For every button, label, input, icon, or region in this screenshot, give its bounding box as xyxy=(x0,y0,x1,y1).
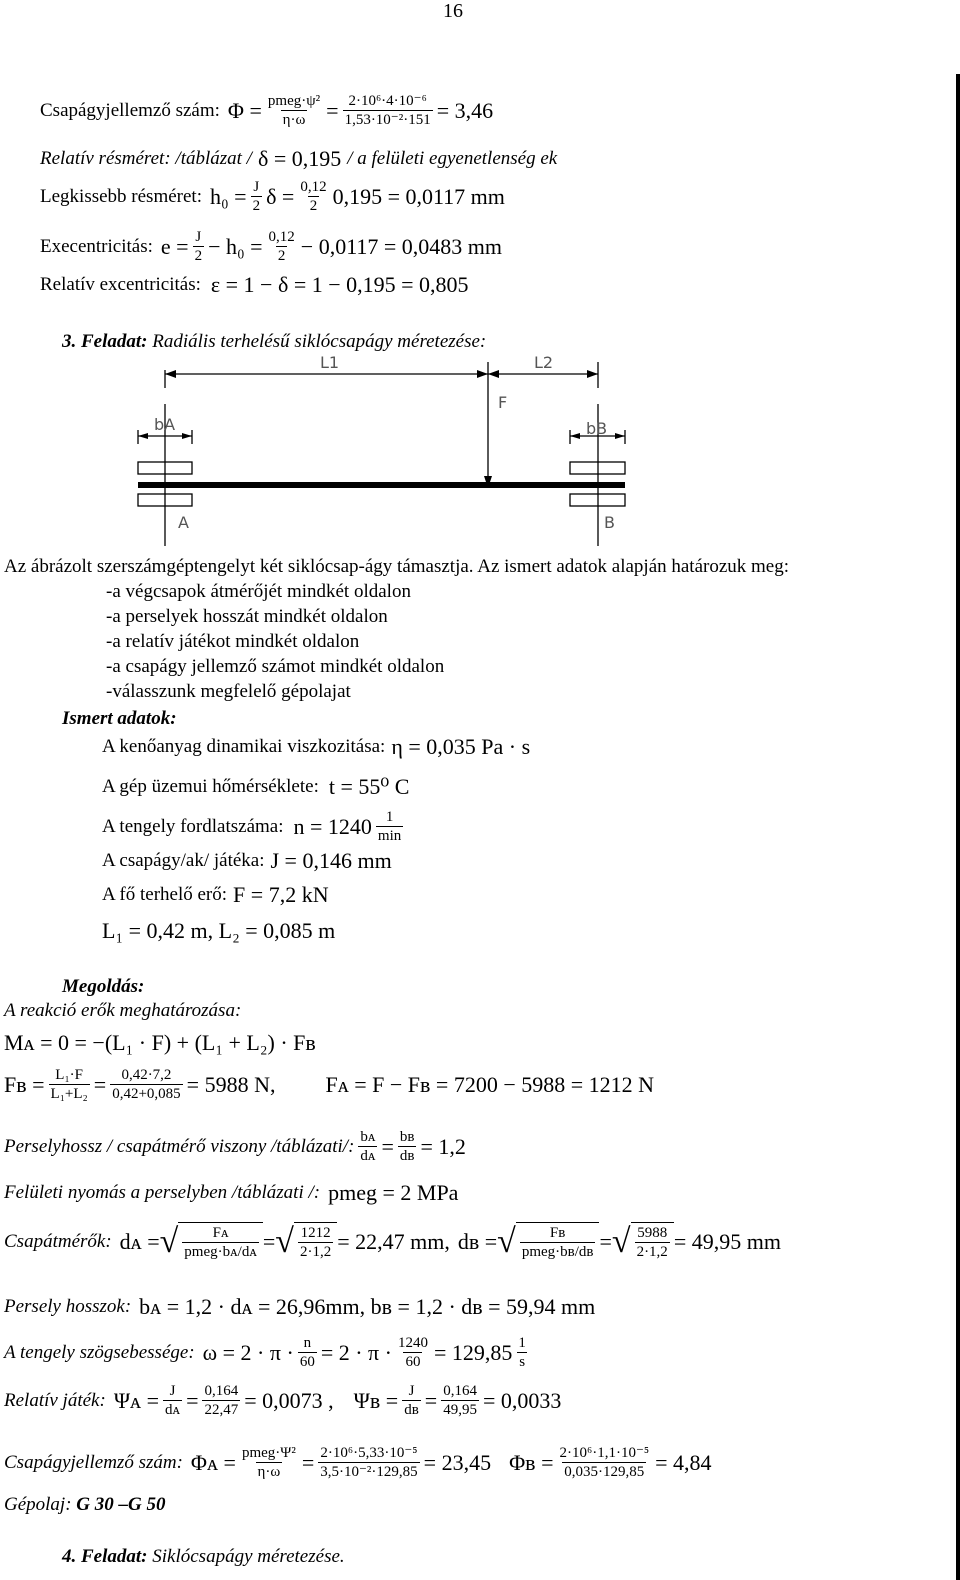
page-number: 16 xyxy=(443,0,463,22)
right-margin-rule xyxy=(956,74,960,1580)
numerator: 0,164 xyxy=(204,1383,239,1399)
square-root: √ $\frac{5988}{2\cdot 1,2}$ xyxy=(612,1222,674,1261)
numerator: Fᴀ xyxy=(212,1225,229,1241)
list-item: -válasszunk megfelelő gépolajat xyxy=(106,681,351,702)
denominator: 2 xyxy=(309,198,318,214)
eq-phi-label: Csapágyjellemző szám: xyxy=(40,99,220,121)
oil-label: Gépolaj: xyxy=(4,1494,72,1515)
eq-delta xyxy=(40,146,557,172)
equals: = xyxy=(326,97,339,123)
numerator: 0,42·7,2 xyxy=(121,1067,172,1083)
known-clearance xyxy=(102,848,392,874)
numerator: n xyxy=(303,1335,312,1351)
eq-epsilon-label: Relatív excentricitás: xyxy=(40,274,201,295)
denominator: 0,035·129,85 xyxy=(564,1464,645,1480)
eq-delta-label: Relatív résméret: /táblázat / xyxy=(40,148,252,169)
arrowhead xyxy=(182,433,192,439)
result: = 3,46 xyxy=(436,97,494,123)
fraction xyxy=(402,1382,421,1419)
phib-lhs: Φʙ = xyxy=(509,1449,554,1475)
numerator: 2·10⁶·5,33·10⁻⁵ xyxy=(320,1445,418,1461)
label-L2: L2 xyxy=(534,353,554,372)
bushing-label: Persely hosszok: xyxy=(4,1296,132,1317)
denominator: 1,53·10⁻²·151 xyxy=(344,112,431,128)
task4-title-text: Siklócsapágy méretezése. xyxy=(152,1546,345,1567)
list-item: -a csapágy jellemző számot mindkét oldalon xyxy=(106,656,445,677)
denominator: pmeg·bᴀ/dᴀ xyxy=(184,1244,257,1260)
denominator: dʙ xyxy=(399,1148,415,1164)
fraction xyxy=(110,1066,182,1103)
denominator: 3,5·10⁻²·129,85 xyxy=(320,1464,418,1480)
pressure-value: pmeg = 2 MPa xyxy=(328,1180,459,1205)
list-item: -a végcsapok átmérőjét mindkét oldalon xyxy=(106,581,411,602)
bearing-number xyxy=(4,1444,712,1481)
fraction xyxy=(251,178,263,215)
da-lhs: dᴀ = xyxy=(119,1228,160,1254)
denominator: s xyxy=(519,1354,526,1370)
numerator: J xyxy=(408,1383,415,1399)
numerator: 0,164 xyxy=(443,1383,477,1399)
task4-number: 4. Feladat: xyxy=(62,1546,148,1567)
diameter-label: Csapátmérők: xyxy=(4,1230,112,1252)
fraction xyxy=(266,92,322,129)
numerator: J xyxy=(253,179,260,195)
equals: = xyxy=(262,1228,276,1254)
psi-label: Relatív játék: xyxy=(4,1389,106,1411)
denominator: η·ω xyxy=(257,1464,281,1480)
length-ratio xyxy=(4,1128,466,1165)
fraction xyxy=(267,228,297,265)
numerator: 5988 xyxy=(637,1225,668,1241)
fb-result: = 5988 N, xyxy=(186,1071,276,1097)
denominator: min xyxy=(377,828,402,844)
eq-h0 xyxy=(40,178,505,215)
fraction xyxy=(240,1444,298,1481)
result: 0,195 = 0,0117 mm xyxy=(332,183,505,209)
fraction xyxy=(635,1224,670,1261)
reaction-forces xyxy=(4,1066,654,1103)
omega-mid: = 2 · π · xyxy=(320,1339,392,1365)
known-value: t = 55⁰ C xyxy=(328,774,410,799)
denominator: pmeg·bʙ/dʙ xyxy=(521,1244,594,1260)
eq-delta-value: δ = 0,195 xyxy=(257,146,342,171)
solution-heading: Megoldás: xyxy=(62,976,145,997)
oil-value: G 30 –G 50 xyxy=(76,1494,166,1515)
arrowhead xyxy=(488,370,499,378)
oil-choice xyxy=(4,1494,166,1516)
known-speed xyxy=(102,808,407,845)
known-label: A fő terhelő erő: xyxy=(102,884,228,905)
denominator: 2 xyxy=(252,198,261,214)
arrowhead xyxy=(165,370,176,378)
square-root: √ $\frac{\text{Fʙ}}{\text{pmeg·bʙ/dʙ}}$ xyxy=(497,1222,599,1261)
db-result: = 49,95 mm xyxy=(673,1228,781,1254)
fraction xyxy=(318,1444,419,1481)
denominator: dᴀ xyxy=(165,1402,181,1418)
reaction-heading: A reakció erők meghatározása: xyxy=(4,1000,242,1021)
denominator: η·ω xyxy=(282,112,306,128)
relative-clearance xyxy=(4,1382,561,1419)
known-label: A tengely fordlatszáma: xyxy=(102,815,284,837)
task4-title xyxy=(62,1546,345,1568)
fraction xyxy=(298,1334,317,1371)
list-item: -a relatív játékot mindkét oldalon xyxy=(106,631,360,652)
numerator: pmeg·ψ² xyxy=(267,93,321,109)
label-bB: bB xyxy=(586,419,608,438)
numerator: L₁·F xyxy=(55,1067,84,1083)
numerator: 1240 xyxy=(397,1335,428,1351)
phib-result: = 4,84 xyxy=(655,1449,712,1475)
square-root: √ $\frac{1212}{2\cdot 1,2}$ xyxy=(275,1222,337,1261)
equals: = xyxy=(301,1449,315,1475)
ratio-value: = 1,2 xyxy=(420,1133,466,1159)
phia-result: = 23,45 xyxy=(423,1449,492,1475)
fraction xyxy=(298,178,328,215)
numerator: 0,12 xyxy=(268,229,295,245)
fraction xyxy=(193,228,205,265)
eq-h0-label: Legkissebb résméret: xyxy=(40,185,202,207)
surface-pressure xyxy=(4,1180,458,1206)
eq-e-lhs: e = xyxy=(160,233,189,259)
fraction xyxy=(182,1224,259,1261)
equals: = xyxy=(381,1133,394,1159)
psib-result: = 0,0033 xyxy=(482,1387,562,1413)
denominator: 49,95 xyxy=(443,1402,477,1418)
fa-equation: Fᴀ = F − Fʙ = 7200 − 5988 = 1212 N xyxy=(325,1071,655,1097)
denominator: 0,42+0,085 xyxy=(112,1086,181,1102)
known-value: n = 1240 xyxy=(293,813,372,839)
fraction xyxy=(343,92,433,129)
phi-label: Csapágyjellemző szám: xyxy=(4,1451,183,1473)
denominator: 2·1,2 xyxy=(299,1244,332,1260)
da-result: = 22,47 mm, xyxy=(337,1228,450,1254)
denominator: dᴀ xyxy=(360,1148,376,1164)
fraction xyxy=(376,808,403,845)
task3-number: 3. Feladat: xyxy=(62,331,148,352)
numerator: 2·10⁶·1,1·10⁻⁵ xyxy=(559,1445,650,1461)
fraction xyxy=(49,1066,90,1103)
equals: = xyxy=(186,1387,199,1413)
known-label: A csapágy/ak/ játéka: xyxy=(102,850,265,871)
fraction xyxy=(202,1382,240,1419)
eq-epsilon xyxy=(40,272,469,298)
numerator: 1212 xyxy=(300,1225,331,1241)
eq-h0-lhs: h₀ = xyxy=(209,183,247,209)
square-root: √ $\frac{\text{Fᴀ}}{\text{pmeg·bᴀ/dᴀ}}$ xyxy=(160,1222,263,1261)
known-label: A gép üzemui hőmérséklete: xyxy=(102,776,319,797)
equals: = xyxy=(93,1071,107,1097)
known-value: F = 7,2 kN xyxy=(233,882,329,907)
known-value: J = 0,146 mm xyxy=(270,848,392,873)
equals: = xyxy=(424,1387,438,1413)
fraction xyxy=(557,1444,651,1481)
eq-epsilon-value: ε = 1 − δ = 1 − 0,195 = 0,805 xyxy=(210,272,469,297)
fraction xyxy=(516,1334,528,1371)
arrowhead xyxy=(138,433,148,439)
denominator: 2 xyxy=(277,248,286,264)
moment-equation: Mᴀ = 0 = −(L₁ · F) + (L₁ + L₂) · Fʙ xyxy=(4,1030,316,1055)
eq-h0-mid: δ = xyxy=(266,183,295,209)
eq-e-label: Execentricitás: xyxy=(40,235,153,257)
list-item: -a perselyek hosszát mindkét oldalon xyxy=(106,606,388,627)
numerator: 0,12 xyxy=(300,179,327,195)
bushing-lengths xyxy=(4,1294,595,1320)
numerator: bʙ xyxy=(399,1129,415,1145)
task3-title-text: Radiális terhelésű siklócsapágy méretezése: xyxy=(152,331,487,352)
known-viscosity xyxy=(102,734,530,760)
label-F: F xyxy=(498,393,508,412)
denominator: 2 xyxy=(194,248,203,264)
eq-e xyxy=(40,228,502,265)
shaft xyxy=(138,482,625,488)
numerator: 2·10⁶·4·10⁻⁶ xyxy=(348,93,427,109)
psia-result: = 0,0073 , xyxy=(244,1387,334,1413)
fraction xyxy=(163,1382,182,1419)
omega-result: = 129,85 xyxy=(433,1339,513,1365)
numerator: bᴀ xyxy=(360,1129,376,1145)
equals: = xyxy=(599,1228,612,1254)
psib-lhs: Ψʙ = xyxy=(353,1387,399,1413)
arrowhead xyxy=(615,433,625,439)
denominator: 60 xyxy=(405,1354,421,1370)
label-B: B xyxy=(604,513,615,532)
eq-delta-note: / a felületi egyenetlenség ek xyxy=(347,148,558,169)
journal-diameters xyxy=(4,1222,781,1261)
eq-e-mid: − h₀ = xyxy=(208,233,263,259)
known-lengths: L₁ = 0,42 m, L₂ = 0,085 m xyxy=(102,918,336,943)
numerator: J xyxy=(195,229,202,245)
result: − 0,0117 = 0,0483 mm xyxy=(300,233,503,259)
fraction xyxy=(520,1224,596,1261)
known-value: η = 0,035 Pa · s xyxy=(391,734,531,759)
denominator: dʙ xyxy=(404,1402,419,1418)
label-A: A xyxy=(178,513,189,532)
known-label: A kenőanyag dinamikai viszkozitása: xyxy=(102,736,386,757)
angular-velocity xyxy=(4,1334,532,1371)
phia-lhs: Φᴀ = xyxy=(190,1449,236,1475)
bushing-values: bᴀ = 1,2 · dᴀ = 26,96mm, bʙ = 1,2 · dʙ = 59,94 mm xyxy=(139,1294,596,1319)
denominator: 60 xyxy=(299,1354,315,1370)
known-force xyxy=(102,882,329,908)
numerator: 1 xyxy=(518,1335,526,1351)
db-lhs: dʙ = xyxy=(457,1228,498,1254)
label-bA: bA xyxy=(154,415,176,434)
arrowhead xyxy=(587,370,598,378)
denominator: L₁+L₂ xyxy=(50,1086,88,1102)
pressure-label: Felületi nyomás a perselyben /táblázati /: xyxy=(4,1182,321,1203)
ratio-label: Perselyhossz / csapátmérő viszony /táblázati/: xyxy=(4,1135,355,1157)
eq-phi xyxy=(40,92,493,129)
fb-lhs: Fʙ = xyxy=(4,1071,45,1097)
arrowhead xyxy=(570,433,580,439)
label-L1: L1 xyxy=(320,353,340,372)
fraction xyxy=(396,1334,430,1371)
fraction xyxy=(298,1224,333,1261)
eq-phi-lhs: Φ = xyxy=(227,97,262,123)
arrowhead xyxy=(477,370,488,378)
fraction xyxy=(398,1128,417,1165)
psia-lhs: Ψᴀ = xyxy=(113,1387,160,1413)
denominator: 2·1,2 xyxy=(636,1244,668,1260)
omega-label: A tengely szögsebessége: xyxy=(4,1341,195,1363)
fraction xyxy=(358,1128,377,1165)
numerator: 1 xyxy=(385,809,394,825)
numerator: Fʙ xyxy=(549,1225,566,1241)
numerator: J xyxy=(169,1383,176,1399)
denominator: 22,47 xyxy=(204,1402,239,1418)
intro-paragraph: Az ábrázolt szerszámgéptengelyt két siklócsap-ágy támasztja. Az ismert adatok alapján határozuk meg: xyxy=(4,556,790,577)
shaft-diagram xyxy=(120,348,840,548)
known-temperature xyxy=(102,774,409,800)
fraction xyxy=(441,1382,479,1419)
omega-lhs: ω = 2 · π · xyxy=(202,1339,294,1365)
numerator: pmeg·Ψ² xyxy=(241,1445,296,1461)
known-data-heading: Ismert adatok: xyxy=(62,708,177,729)
